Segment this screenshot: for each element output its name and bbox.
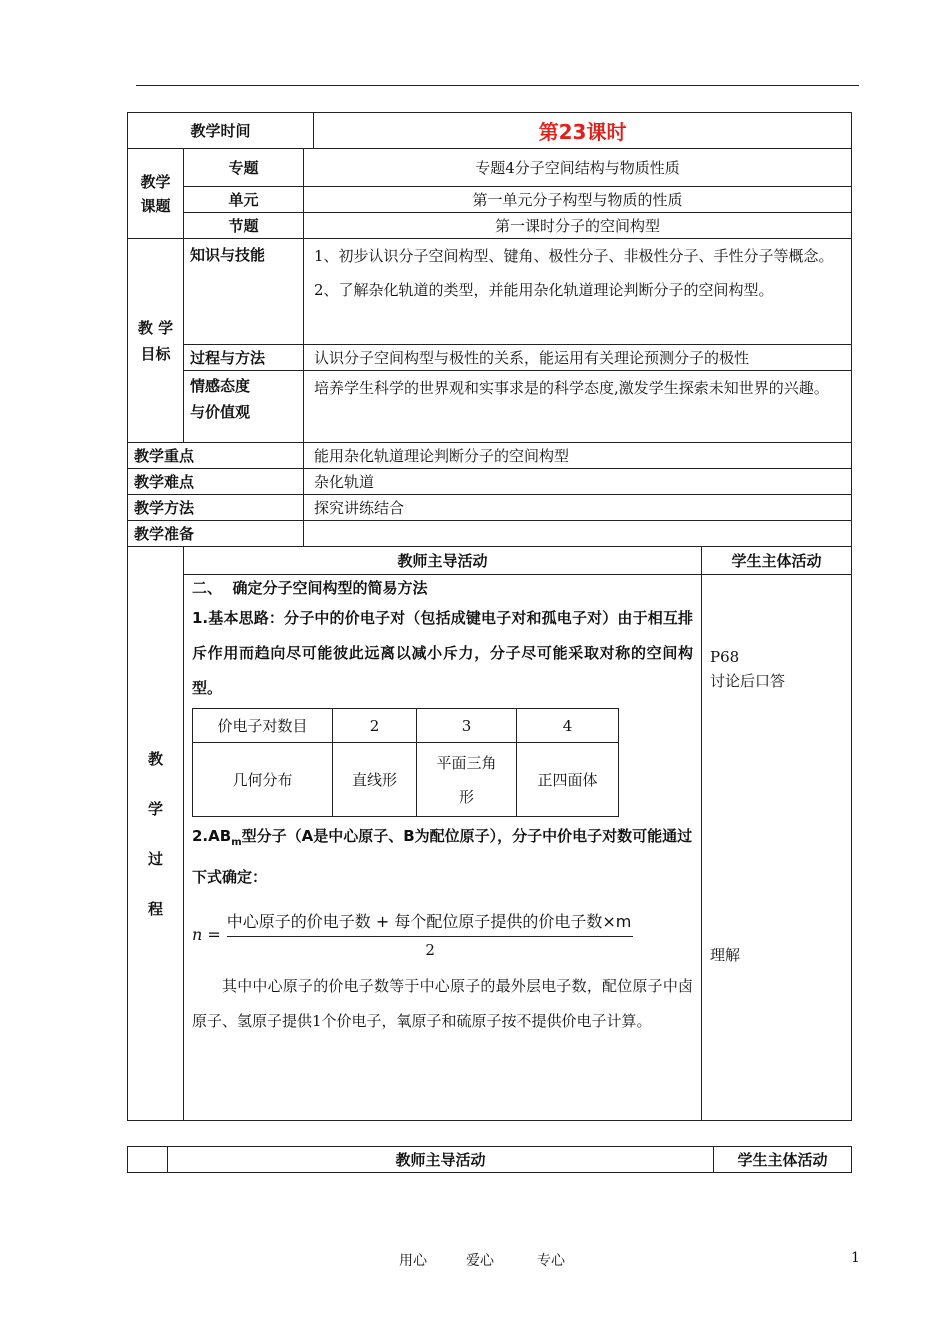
student-note-understand: 理解 (710, 946, 741, 964)
geometry-trigonal: 平面三角 形 (417, 743, 517, 817)
formula-numerator: 中心原子的价电子数 + 每个配位原子提供的价电子数×m (227, 909, 634, 937)
student-note-discuss: 讨论后口答 (710, 672, 786, 690)
teacher-activity-content (184, 575, 702, 1121)
method-key: 教学方法 (128, 495, 304, 521)
geometry-linear: 直线形 (333, 743, 417, 817)
topic-label: 教学课题 (128, 149, 184, 239)
process-key: 过程与方法 (184, 345, 304, 371)
pair-count-3: 3 (417, 709, 517, 743)
topic-key: 专题 (184, 149, 304, 187)
pair-formula (192, 909, 693, 959)
continuation-table (127, 1146, 852, 1173)
geometry-tetrahedral: 正四面体 (517, 743, 619, 817)
unit-key: 单元 (184, 187, 304, 213)
formula-lhs: n = (192, 924, 221, 944)
emotion-value: 培养学生科学的世界观和实事求是的科学态度,激发学生探索未知世界的兴趣。 (304, 371, 852, 443)
key-point-key: 教学重点 (128, 443, 304, 469)
continuation-blank-cell (128, 1147, 168, 1173)
lesson-title: 第23课时 (314, 113, 852, 149)
teacher-activity-header: 教师主导活动 (184, 547, 702, 575)
time-label: 教学时间 (128, 113, 314, 149)
lesson-plan-table (127, 112, 852, 1121)
emotion-key: 情感态度 与价值观 (184, 371, 304, 443)
footer-word-3: 专心 (537, 1253, 565, 1269)
footer-word-2: 爱心 (466, 1253, 494, 1269)
student-activity-content (702, 575, 852, 1121)
key-point-value: 能用杂化轨道理论判断分子的空间构型 (304, 443, 852, 469)
abm-description: $2.AB_m$型分子（A是中心原子、B为配位原子），分子中价电子对数可能通过下式确定： (192, 827, 693, 886)
method-value: 探究讲练结合 (304, 495, 852, 521)
header-rule (136, 85, 859, 86)
difficulty-value: 杂化轨道 (304, 469, 852, 495)
knowledge-key: 知识与技能 (184, 239, 304, 345)
process-label: 教 学 过 程 (128, 547, 184, 1121)
footer-word-1: 用心 (399, 1253, 427, 1269)
prep-value (304, 521, 852, 547)
knowledge-value: 1、初步认识分子空间构型、键角、极性分子、非极性分子、手性分子等概念。 2、了解杂化轨道的类型，并能用杂化轨道理论判断分子的空间构型。 (304, 239, 852, 345)
electron-pair-table (192, 708, 619, 817)
continuation-student-header: 学生主体活动 (714, 1147, 852, 1173)
topic-value: 专题4分子空间结构与物质性质 (304, 149, 852, 187)
difficulty-key: 教学难点 (128, 469, 304, 495)
section-value: 第一课时分子的空间构型 (304, 213, 852, 239)
page-number: 1 (851, 1250, 860, 1266)
pair-count-4: 4 (517, 709, 619, 743)
pair-count-label: 价电子对数目 (193, 709, 333, 743)
formula-denominator: 2 (425, 941, 435, 959)
goals-label: 教 学 目标 (128, 239, 184, 443)
student-note-page: P68 (710, 648, 740, 666)
section-key: 节题 (184, 213, 304, 239)
formula-fraction (227, 909, 634, 959)
unit-value: 第一单元分子构型与物质的性质 (304, 187, 852, 213)
basic-idea: 1.基本思路：分子中的价电子对（包括成键电子对和孤电子对）由于相互排斥作用而趋向尽可能彼此远离以减小斥力，分子尽可能采取对称的空间构型。 (192, 609, 694, 697)
valence-note: 其中中心原子的价电子数等于中心原子的最外层电子数，配位原子中卤原子、氢原子提供1个价电子，氧原子和硫原子按不提供价电子计算。 (192, 977, 694, 1030)
pair-count-2: 2 (333, 709, 417, 743)
prep-key: 教学准备 (128, 521, 304, 547)
process-value: 认识分子空间构型与极性的关系，能运用有关理论预测分子的极性 (304, 345, 852, 371)
student-activity-header: 学生主体活动 (702, 547, 852, 575)
geometry-label: 几何分布 (193, 743, 333, 817)
continuation-teacher-header: 教师主导活动 (168, 1147, 714, 1173)
section-heading: 二、 确定分子空间构型的简易方法 (192, 579, 428, 597)
